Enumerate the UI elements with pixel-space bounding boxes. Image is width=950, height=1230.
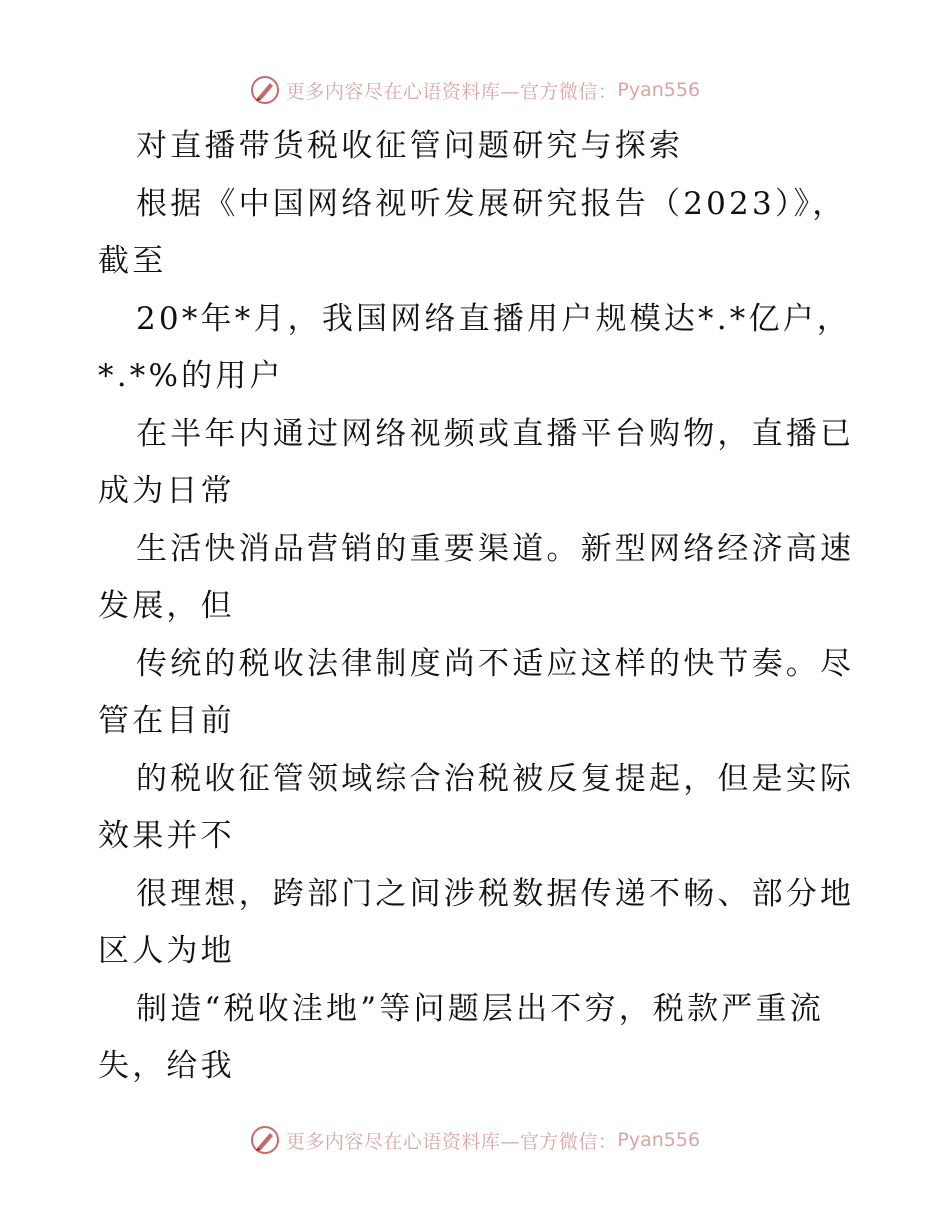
doc-line: 区人为地 [98, 933, 235, 969]
doc-line: 20*年*月，我国网络直播用户规模达*.*亿户， [136, 300, 852, 337]
doc-line: 根据《中国网络视听发展研究报告（2023）》， [136, 185, 847, 222]
doc-line: 生活快消品营销的重要渠道。新型网络经济高速 [136, 530, 855, 567]
watermark-wechat-id: Pyan556 [617, 1129, 701, 1151]
doc-line: 发展，但 [98, 588, 235, 624]
doc-title: 对直播带货税收征管问题研究与探索 [136, 128, 684, 164]
doc-line: 效果并不 [98, 818, 235, 854]
watermark-wechat-id: Pyan556 [617, 79, 701, 101]
watermark-text: 更多内容尽在心语资料库—官方微信： [285, 1130, 618, 1153]
footer-watermark [0, 1120, 950, 1160]
watermark-text: 更多内容尽在心语资料库—官方微信： [285, 80, 618, 103]
doc-line: 传统的税收法律制度尚不适应这样的快节奏。尽 [136, 645, 855, 682]
pen-logo-icon [250, 1125, 280, 1155]
doc-line: 失，给我 [98, 1048, 235, 1084]
doc-line: 在半年内通过网络视频或直播平台购物，直播已 [136, 415, 855, 452]
doc-line: 制造“税收洼地”等问题层出不穷，税款严重流 [136, 990, 824, 1027]
doc-line: 很理想，跨部门之间涉税数据传递不畅、部分地 [136, 875, 855, 912]
doc-line: 成为日常 [98, 473, 235, 509]
document-body [98, 118, 858, 1096]
doc-line: 管在目前 [98, 703, 235, 739]
doc-line: 截至 [98, 243, 167, 279]
doc-line: *.*%的用户 [98, 358, 284, 394]
doc-line: 的税收征管领域综合治税被反复提起，但是实际 [136, 760, 855, 797]
header-watermark [0, 70, 950, 110]
pen-logo-icon [250, 75, 280, 105]
